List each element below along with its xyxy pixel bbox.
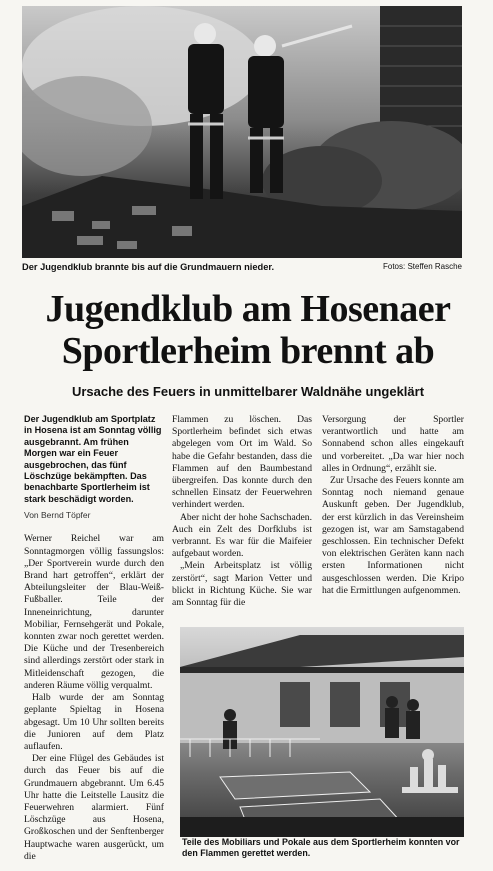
article-column-1 — [24, 414, 164, 863]
paragraph: Flammen zu löschen. Das Sportlerheim befindet sich etwas abgelegen vom Ort im Wald. So habe die Gefahr bestanden, dass die Flammen auf den Baumbestand übergreifen. Das konnte durch den schnellen Einsatz der Feuerwehren verhindert werden. — [172, 414, 312, 511]
article-column-3 — [322, 414, 464, 597]
fire-photo — [22, 6, 462, 258]
photo-credit: Fotos: Steffen Rasche — [382, 262, 462, 271]
headline-line-2: Sportlerheim brennt ab — [61, 330, 435, 372]
headline — [28, 288, 468, 372]
paragraph: Der eine Flügel des Gebäudes ist durch das Feuer bis auf die Grundmauern abgebrannt. Um 6.45 Uhr hatte die Leitstelle Lausitz die Feuerwehren alarmiert. Fünf Löschzüge aus Hosena, Großkoschen und der Senftenberger Hauptwache waren ausgerückt, um die — [24, 753, 164, 862]
paragraph: „Mein Arbeitsplatz ist völlig zerstört“, sagt Marion Vetter und blickt in Richtung Küche. Sie war am Sonntag für die — [172, 560, 312, 609]
subheadline: Ursache des Feuers in unmittelbarer Waldnähe ungeklärt — [71, 384, 425, 399]
article-column-2 — [172, 414, 312, 609]
article-lead: Der Jugendklub am Sportplatz in Hosena ist am Sonntag völlig ausgebrannt. Am frühen Morgen war ein Feuer ausgebrochen, das fünf Löschzüge bekämpften. Das benachbarte Sportlerheim ist stark beschädigt worden. — [24, 414, 162, 504]
paragraph: Werner Reichel war am Sonntagmorgen völlig fassungslos: „Der Sportverein wurde durch den Brand hart getroffen“, erklärt der Abteilungsleiter der Blau-Weiß-Fußballer. Teile der Inneneinrichtung, darunter Mobiliar, Fernsehgerät und Pokale, konnten zwar noch gerettet werden. Die Küche und der Tresenbereich sind allerdings zerstört oder stark in Mitleidenschaft gezogen, die anderen Räume völlig verqualmt. — [24, 533, 164, 691]
bottom-photo-caption: Teile des Mobiliars und Pokale aus dem Sportlerheim konnten vor den Flammen gerettet werden. — [182, 837, 460, 858]
headline-line-1: Jugendklub am Hosenaer — [45, 288, 451, 330]
paragraph: Versorgung der Sportler verantwortlich und hatte am Sonnabend schon alles eingekauft und vorbereitet. „Da war hier noch alles in Ordnung“, erzählt sie. — [322, 414, 464, 474]
paragraph: Aber nicht der hohe Sachschaden. Auch ein Zelt des Dorfklubs ist verbrannt. Es war für die Maifeier aufgebaut worden. — [172, 511, 312, 560]
paragraph: Zur Ursache des Feuers konnte am Sonntag noch niemand genaue Auskunft geben. Der Jugendklub, der erst kürzlich in das Vereinsheim gezogen ist, war am Samstagabend geschlossen. Ein technischer Defekt von elektrischen Geräten kann nach ersten Informationen nicht ausgeschlossen werden. Die Kripo hat die Ermittlungen aufgenommen. — [322, 475, 464, 596]
fire-scene-illustration — [22, 6, 462, 258]
top-photo-caption: Der Jugendklub brannte bis auf die Grundmauern nieder. — [22, 262, 275, 272]
byline: Von Bernd Töpfer — [24, 510, 91, 521]
furniture-scene-illustration — [180, 627, 464, 837]
rescued-furniture-photo — [180, 627, 464, 837]
paragraph: Halb wurde der am Sonntag geplante Spieltag in Hosena abgesagt. Um 10 Uhr sollten bereits die Junioren auf dem Platz auflaufen. — [24, 692, 164, 752]
